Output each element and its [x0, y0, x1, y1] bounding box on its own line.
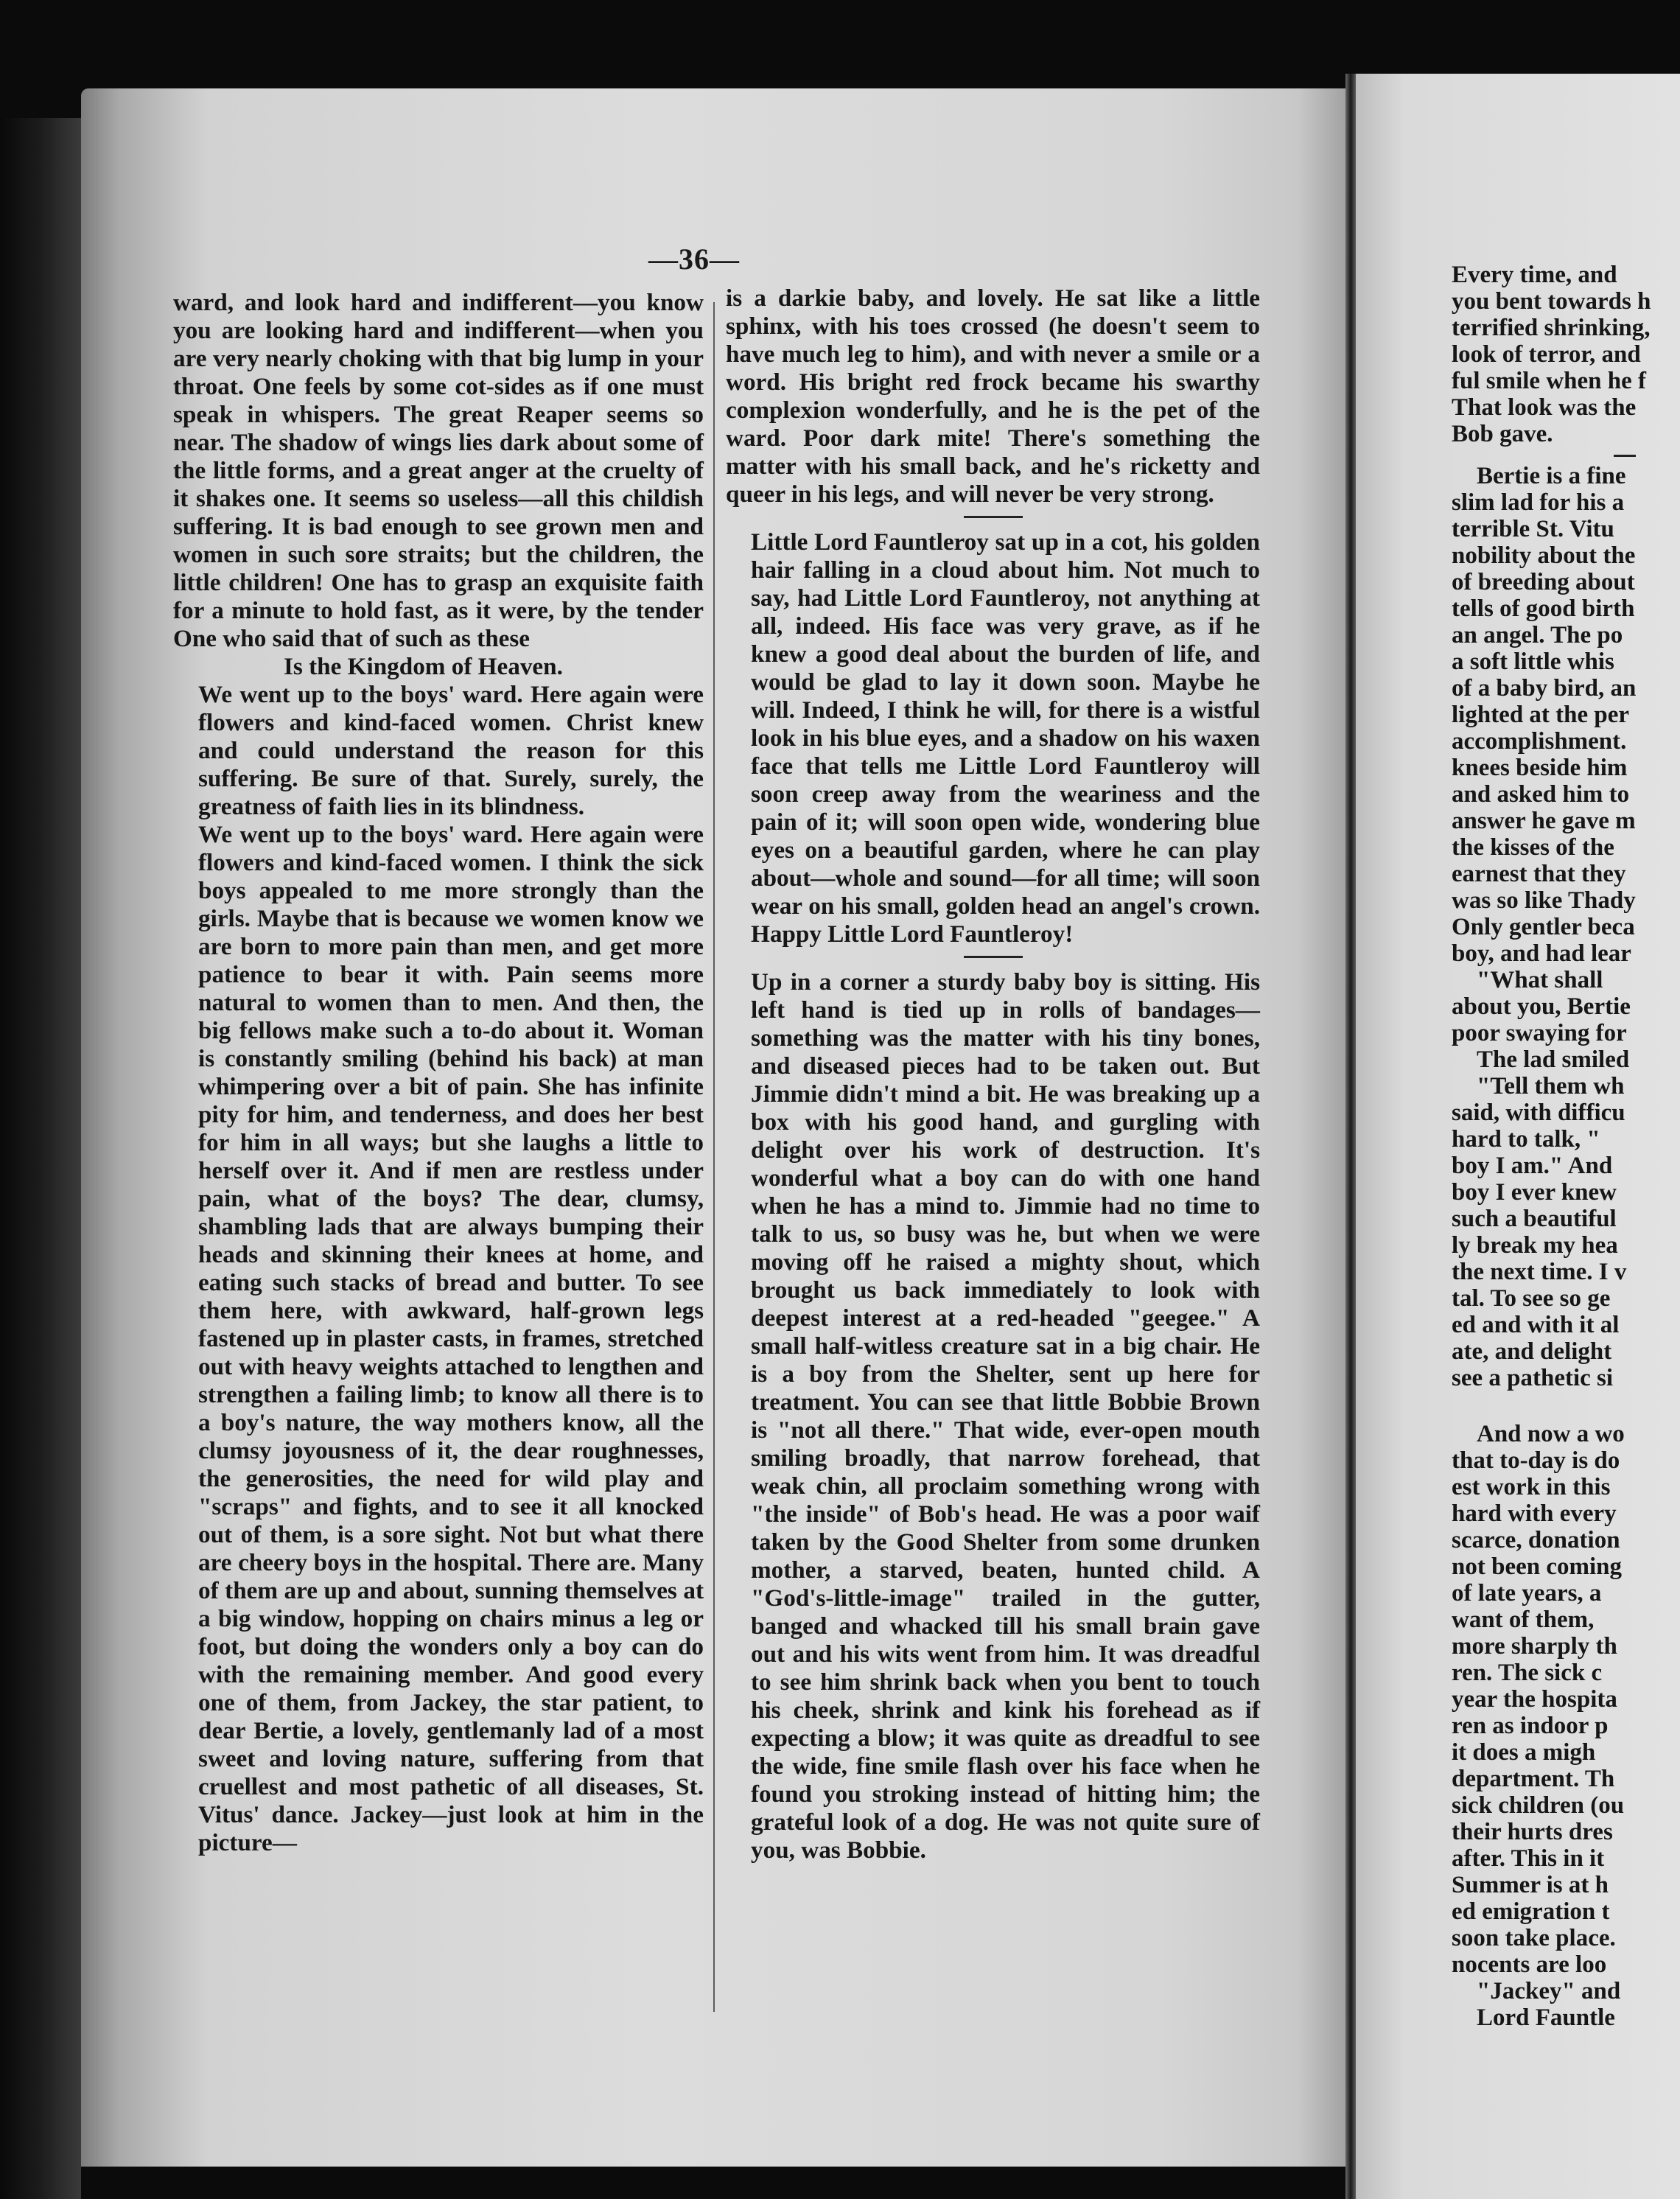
line: after. This in it — [1452, 1845, 1605, 1872]
section-divider — [1614, 455, 1636, 457]
paragraph: We went up to the boys' ward. Here again were flowers and kind-faced women. I think the sick boys appealed to me more strongly than the girls. Maybe that is because we women know we are born to more pain than men, and get more patience to bear it with. Pain seems more natural to women than to men. And then, the big fellows make such a to-do about it. Woman is constantly smiling (behind his back) at man whimpering over a bit of pain. She has infinite pity for him, and tenderness, and does her best for him in all ways; but she laughs a little to herself over it. And if men are restless under pain, what of the boys? The dear, clumsy, shambling lads that are always bumping their heads and skinning their knees at home, and eating such stacks of bread and butter. To see them here, with awkward, half-grown legs fastened up in plaster casts, in frames, stretched out with heavy weights attached to lengthen and strengthen a failing limb; to know all there is to a boy's nature, the way mothers know, all the clumsy joyousness of it, the dear roughnesses, the generosities, the need for wild play and "scraps" and fights, and to see it all knocked out of them, is a sore sight. Not but what there are cheery boys in the hospital. There are. Many of them are up and about, sunning themselves at a big window, hopping on chairs minus a leg or foot, but doing the wonders only a boy can do with the remaining member. And good every one of them, from Jackey, the star patient, to dear Bertie, a lovely, gentlemanly lad of a most sweet and loving nature, suffering from that cruellest and most pathetic of all diseases, St. Vitus' dance. Jackey—just look at him in the picture— — [198, 821, 704, 1856]
line: scarce, donation — [1452, 1527, 1620, 1553]
line: lighted at the per — [1452, 702, 1630, 728]
line: want of them, — [1452, 1607, 1595, 1633]
line: terrible St. Vitu — [1452, 516, 1614, 542]
line: That look was the — [1452, 394, 1637, 421]
line: knees beside him — [1452, 755, 1628, 781]
left-text-column — [173, 289, 704, 1857]
line: nocents are loo — [1452, 1951, 1607, 1978]
line: year the hospita — [1452, 1686, 1617, 1713]
paragraph: We went up to the boys' ward. Here again were flowers and kind-faced women. Christ knew and could understand the reason for this suffering. Be sure of that. Surely, surely, the greatness of faith lies in its blindness. — [198, 681, 704, 820]
line: such a beautiful — [1452, 1206, 1617, 1232]
line: soon take place. — [1452, 1925, 1616, 1951]
line: the next time. I v — [1452, 1259, 1627, 1285]
scripture-quote: Is the Kingdom of Heaven. — [284, 653, 563, 680]
line: boy I ever knew — [1452, 1179, 1617, 1206]
line: Only gentler beca — [1452, 914, 1635, 940]
line: ed emigration t — [1452, 1898, 1610, 1925]
line: terrified shrinking, — [1452, 315, 1651, 341]
line: est work in this — [1452, 1474, 1611, 1500]
paragraph: ward, and look hard and indifferent—you know you are looking hard and indifferent—when you are very nearly choking with that big lump in your throat. One feels by some cot-sides as if one must speak in whispers. The great Reaper seems so near. The shadow of wings lies dark about some of the little forms, and a great anger at the cruelty of it shakes one. It seems so useless—all this childish suffering. It is bad enough to see grown men and women in such sore straits; but the children, the little children! One has to grasp an exquisite faith for a minute to hold fast, as it were, by the tender One who said that of such as these — [173, 289, 704, 652]
line: an angel. The po — [1452, 622, 1623, 648]
line: boy, and had lear — [1452, 940, 1631, 967]
line: ly break my hea — [1452, 1232, 1618, 1259]
section-divider — [964, 516, 1023, 518]
line: Bob gave. — [1452, 421, 1553, 447]
page-number: —36— — [648, 242, 740, 276]
line: answer he gave m — [1452, 808, 1636, 834]
right-text-column — [1452, 262, 1665, 2031]
line: see a pathetic si — [1452, 1365, 1614, 1391]
line: was so like Thady — [1452, 887, 1636, 914]
line: boy I am." And — [1452, 1153, 1613, 1179]
line: poor swaying for — [1452, 1020, 1627, 1046]
section-divider — [964, 956, 1023, 958]
paragraph: Little Lord Fauntleroy sat up in a cot, his golden hair falling in a cloud about him. Not much to say, had Little Lord Fauntleroy, not anything at all, indeed. His face was very grave, as if he knew a good deal about the burden of life, and would be glad to lay it down soon. Maybe he will. Indeed, I think he will, for there is a wistful look in his blue eyes, and a shadow on his waxen face that tells me Little Lord Fauntleroy will soon creep away from the weariness and the pain of it; will soon open wide, wondering blue eyes on a beautiful garden, where he can play about—whole and sound—for all time; will soon wear on his small, golden head an angel's crown. Happy Little Lord Fauntleroy! — [751, 528, 1260, 948]
line: and asked him to — [1452, 781, 1630, 808]
column-divider — [713, 302, 715, 2012]
line: said, with difficu — [1452, 1100, 1625, 1126]
line: look of terror, and — [1452, 341, 1641, 368]
line: hard to talk, " — [1452, 1126, 1600, 1153]
line: sick children (ou — [1452, 1792, 1625, 1819]
line: you bent towards h — [1452, 288, 1651, 315]
line: And now a wo — [1477, 1421, 1625, 1447]
book-spine-edge — [0, 118, 81, 2199]
line: more sharply th — [1452, 1633, 1617, 1660]
line: ren. The sick c — [1452, 1660, 1603, 1686]
line: their hurts dres — [1452, 1819, 1613, 1845]
line: of late years, a — [1452, 1580, 1602, 1607]
line: "Tell them wh — [1477, 1073, 1625, 1100]
line: nobility about the — [1452, 542, 1636, 569]
line: ed and with it al — [1452, 1312, 1620, 1338]
line: not been coming — [1452, 1553, 1622, 1580]
line: earnest that they — [1452, 861, 1626, 887]
line: a soft little whis — [1452, 648, 1614, 675]
line: ren as indoor p — [1452, 1713, 1609, 1739]
line: about you, Bertie — [1452, 993, 1631, 1020]
line: of a baby bird, an — [1452, 675, 1637, 702]
line: "What shall — [1477, 967, 1603, 993]
line: the kisses of the — [1452, 834, 1614, 861]
paragraph: is a darkie baby, and lovely. He sat like a little sphinx, with his toes crossed (he doesn't seem to have much leg to him), and with never a smile or a word. His bright red frock became his swarthy complexion wonderfully, and he is the pet of the ward. Poor dark mite! There's something the matter with his small back, and he's ricketty and queer in his legs, and will never be very strong. — [726, 284, 1260, 508]
line: hard with every — [1452, 1500, 1617, 1527]
line: The lad smiled — [1477, 1046, 1630, 1073]
line: that to-day is do — [1452, 1447, 1620, 1474]
line: tells of good birth — [1452, 595, 1635, 622]
paragraph: Up in a corner a sturdy baby boy is sitting. His left hand is tied up in rolls of bandages—something was the matter with his tiny bones, and diseased pieces had to be taken out. But Jimmie didn't mind a bit. He was breaking up a box with his good hand, and gurgling with delight over his work of destruction. It's wonderful what a boy can do with one hand when he has a mind to. Jimmie had no time to talk to us, so busy was he, but when we were moving off he raised a mighty shout, which brought us back immediately to look with deepest interest at a red-headed "geegee." A small half-witless creature sat in a big chair. He is a boy from the Shelter, sent up here for treatment. You can see that little Bobbie Brown is "not all there." That wide, ever-open mouth smiling broadly, that narrow forehead, that weak chin, all proclaim something wrong with "the inside" of Bob's head. He was a poor waif taken by the Good Shelter from some drunken mother, a starved, beaten, hunted child. A "God's-little-image" trailed in the gutter, banged and whacked till his small brain gave out and his wits went from him. It was dreadful to see him shrink back when you bent to touch his cheek, shrink and kink his forehead as if expecting a blow; it was quite as dreadful to see the wide, fine smile flash over his face when he found you stroking instead of hitting him; the grateful look of a dog. He was not quite sure of you, was Bobbie. — [751, 968, 1260, 1864]
line: ful smile when he f — [1452, 368, 1646, 394]
line: Lord Fauntle — [1477, 2004, 1615, 2031]
line: ate, and delight — [1452, 1338, 1612, 1365]
line: "Jackey" and — [1477, 1978, 1621, 2004]
middle-text-column — [726, 284, 1260, 1864]
line: of breeding about — [1452, 569, 1635, 595]
line: Summer is at h — [1452, 1872, 1609, 1898]
line: department. Th — [1452, 1766, 1615, 1792]
line: slim lad for his a — [1452, 489, 1625, 516]
line: accomplishment. — [1452, 728, 1627, 755]
line: it does a migh — [1452, 1739, 1596, 1766]
line: Bertie is a fine — [1477, 463, 1626, 489]
line: Every time, and — [1452, 262, 1617, 288]
line: tal. To see so ge — [1452, 1285, 1611, 1312]
book-gutter — [1345, 74, 1356, 2199]
